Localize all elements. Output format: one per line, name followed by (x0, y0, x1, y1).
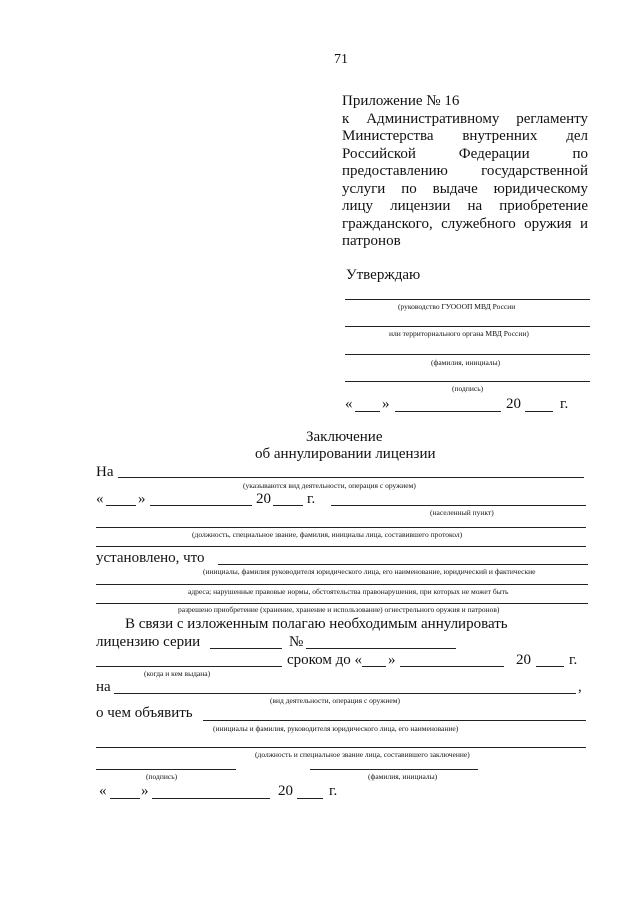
license-series-label: лицензию серии (96, 634, 201, 650)
body-quote-close: » (138, 491, 146, 507)
for-line (114, 693, 576, 694)
na-label: На (96, 464, 114, 480)
number-sign: № (289, 634, 304, 650)
page-number: 71 (334, 52, 348, 67)
for-hint: (вид деятельности, операция с оружием) (270, 696, 400, 705)
term-year-prefix: 20 (516, 652, 531, 668)
approval-month-line (395, 411, 501, 412)
document-title: Заключение (306, 429, 383, 445)
approval-hint: или территориального органа МВД России) (389, 329, 529, 338)
issued-line (96, 666, 282, 667)
approval-year-prefix: 20 (506, 396, 521, 412)
approval-day-line (355, 411, 380, 412)
body-year-suffix: г. (307, 491, 316, 507)
annex-line: Министерства внутренних дел (342, 128, 588, 144)
established-line-3 (96, 603, 588, 604)
approval-line (345, 381, 590, 382)
body-year-prefix: 20 (256, 491, 271, 507)
annex-line: к Административному регламенту (342, 110, 588, 127)
license-number-line (306, 648, 456, 649)
term-month-line (400, 666, 504, 667)
official-hint: (должность, специальное звание, фамилия, инициалы лица, составившего протокол) (192, 530, 463, 539)
date-quote-open: « (99, 783, 107, 799)
approval-line (345, 354, 590, 355)
annex-line: лицу лицензии на приобретение (342, 198, 588, 214)
activity-hint: (указываются вид деятельности, операция с оружием) (243, 481, 416, 490)
established-hint: разрешено приобретение (хранение, хранение и использование) огнестрельного оружия и патронов) (178, 605, 500, 614)
signature-line (96, 769, 236, 770)
approval-hint: (руководство ГУОООП МВД России (398, 302, 516, 311)
date-quote-close: » (141, 783, 149, 799)
activity-line (118, 477, 584, 478)
name-hint: (фамилия, инициалы) (368, 772, 438, 781)
annex-line: гражданского, служебного оружия и (342, 215, 588, 232)
term-day-line (362, 666, 386, 667)
term-quote-close: » (388, 652, 396, 668)
announce-hint: (инициалы и фамилия, руководителя юридического лица, его наименование) (213, 724, 459, 733)
license-series-line (210, 648, 282, 649)
annex-block (342, 93, 588, 251)
date-year-prefix: 20 (278, 783, 293, 799)
approval-quote-open: « (345, 396, 353, 412)
term-year-line (536, 666, 564, 667)
established-label: установлено, что (96, 550, 205, 566)
for-comma: , (578, 679, 582, 695)
for-label: на (96, 679, 111, 695)
established-line-2 (96, 584, 588, 585)
body-month-line (150, 505, 252, 506)
approval-line (345, 299, 590, 300)
established-hint: адреса; нарушенные правовые нормы, обстоятельства правонарушения, при которых не может быть (188, 587, 509, 596)
approval-hint: (фамилия, инициалы) (431, 358, 501, 367)
position-hint: (должность и специальное звание лица, составившего заключение) (255, 750, 470, 759)
body-quote-open: « (96, 491, 104, 507)
approval-heading: Утверждаю (346, 267, 421, 283)
approval-year-suffix: г. (560, 396, 569, 412)
issued-hint: (когда и кем выдана) (144, 669, 211, 678)
place-line (331, 505, 586, 506)
established-line (218, 564, 588, 565)
approval-hint: (подпись) (452, 384, 484, 393)
annex-line: патронов (342, 233, 401, 249)
approval-line (345, 326, 590, 327)
announce-line (203, 720, 586, 721)
document-subtitle: об аннулировании лицензии (255, 446, 436, 462)
announce-label: о чем объявить (96, 705, 193, 721)
annex-line: Российской Федерации по (342, 145, 588, 162)
date-year-suffix: г. (329, 783, 338, 799)
annex-line: услуги по выдаче юридическому (342, 180, 588, 197)
term-label: сроком до « (287, 652, 363, 668)
date-day-line (110, 798, 140, 799)
approval-quote-close: » (382, 396, 390, 412)
date-year-line (297, 798, 323, 799)
approval-year-line (525, 411, 553, 412)
annex-line: Приложение № 16 (342, 93, 460, 109)
body-day-line (106, 505, 136, 506)
term-year-suffix: г. (569, 652, 578, 668)
body-year-line (273, 505, 303, 506)
annex-line: предоставлению государственной (342, 163, 588, 179)
conclusion-line: В связи с изложенным полагаю необходимым аннулировать (125, 616, 508, 632)
position-line (96, 747, 586, 748)
place-hint: (населенный пункт) (430, 508, 494, 517)
established-hint: (инициалы, фамилия руководителя юридического лица, его наименование, юридический и фактические (203, 567, 536, 576)
official-line-2 (96, 546, 586, 547)
official-line (96, 527, 586, 528)
date-month-line (152, 798, 270, 799)
signature-hint: (подпись) (146, 772, 178, 781)
name-line (310, 769, 478, 770)
